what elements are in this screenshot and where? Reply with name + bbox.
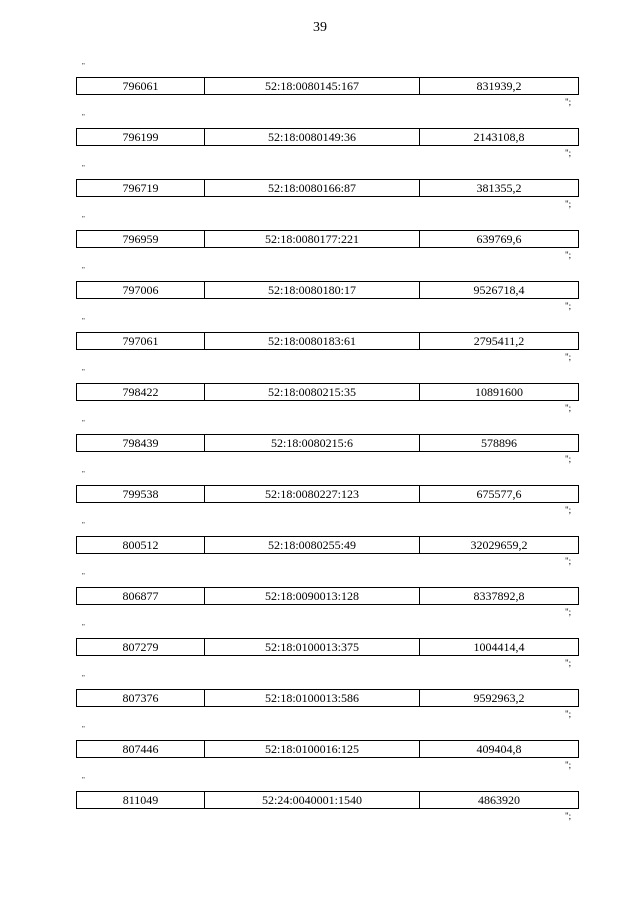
cadastral-number-cell: 52:18:0080255:49 (205, 537, 420, 553)
table-row (76, 179, 579, 197)
cadastral-value-cell: 831939,2 (476, 79, 522, 93)
table-entry (0, 723, 640, 774)
table-entry (0, 366, 640, 417)
row-number-cell: 806877 (77, 588, 205, 604)
row-number-cell: 797006 (77, 282, 205, 298)
opening-quote-mark: " (82, 113, 85, 121)
cadastral-value-cell: 381355,2 (476, 181, 522, 195)
cadastral-number-cell: 52:18:0080227:123 (205, 486, 420, 502)
page-number: 39 (313, 20, 327, 35)
row-number-cell: 807376 (77, 690, 205, 706)
table-entry (0, 519, 640, 570)
row-number-cell: 796719 (77, 180, 205, 196)
table-entry (0, 774, 640, 825)
cadastral-number-cell: 52:18:0080215:6 (205, 435, 420, 451)
closing-quote-mark: "; (565, 403, 572, 413)
table-row (76, 587, 579, 605)
table-row (76, 791, 579, 809)
row-number-cell: 807446 (77, 741, 205, 757)
closing-quote-mark: "; (565, 658, 572, 668)
closing-quote-mark: "; (565, 709, 572, 719)
table-row (76, 536, 579, 554)
table-entry (0, 570, 640, 621)
table-entry (0, 213, 640, 264)
opening-quote-mark: " (82, 215, 85, 223)
opening-quote-mark: " (82, 266, 85, 274)
cadastral-number-cell: 52:18:0080149:36 (205, 129, 420, 145)
cadastral-value-cell: 1004414,4 (473, 640, 525, 654)
amendment-entries (0, 60, 640, 825)
cadastral-value-cell: 8337892,8 (473, 589, 525, 603)
table-row (76, 281, 579, 299)
table-entry (0, 60, 640, 111)
cadastral-value-cell: 2143108,8 (473, 130, 525, 144)
row-number-cell: 811049 (77, 792, 205, 808)
cadastral-value-cell: 675577,6 (476, 487, 522, 501)
table-row (76, 638, 579, 656)
cadastral-number-cell: 52:18:0100016:125 (205, 741, 420, 757)
opening-quote-mark: " (82, 368, 85, 376)
cadastral-number-cell: 52:18:0080145:167 (205, 78, 420, 94)
cadastral-value-cell: 639769,6 (476, 232, 522, 246)
cadastral-number-cell: 52:18:0080215:35 (205, 384, 420, 400)
table-entry (0, 315, 640, 366)
row-number-cell: 800512 (77, 537, 205, 553)
cadastral-number-cell: 52:18:0080183:61 (205, 333, 420, 349)
cadastral-value-cell: 9526718,4 (473, 283, 525, 297)
closing-quote-mark: "; (565, 250, 572, 260)
cadastral-value-cell: 409404,8 (476, 742, 522, 756)
row-number-cell: 796061 (77, 78, 205, 94)
opening-quote-mark: " (82, 572, 85, 580)
opening-quote-mark: " (82, 317, 85, 325)
closing-quote-mark: "; (565, 760, 572, 770)
opening-quote-mark: " (82, 623, 85, 631)
cadastral-number-cell: 52:18:0080166:87 (205, 180, 420, 196)
table-row (76, 77, 579, 95)
cadastral-value-cell: 578896 (481, 436, 517, 450)
closing-quote-mark: "; (565, 607, 572, 617)
table-entry (0, 111, 640, 162)
cadastral-number-cell: 52:18:0090013:128 (205, 588, 420, 604)
closing-quote-mark: "; (565, 454, 572, 464)
cadastral-value-cell: 10891600 (475, 385, 523, 399)
closing-quote-mark: "; (565, 97, 572, 107)
table-row (76, 332, 579, 350)
table-entry (0, 264, 640, 315)
opening-quote-mark: " (82, 725, 85, 733)
opening-quote-mark: " (82, 62, 85, 70)
row-number-cell: 797061 (77, 333, 205, 349)
row-number-cell: 807279 (77, 639, 205, 655)
table-row (76, 740, 579, 758)
cadastral-value-cell: 2795411,2 (473, 334, 525, 348)
row-number-cell: 798422 (77, 384, 205, 400)
table-row (76, 485, 579, 503)
opening-quote-mark: " (82, 164, 85, 172)
cadastral-number-cell: 52:24:0040001:1540 (205, 792, 420, 808)
table-entry (0, 162, 640, 213)
closing-quote-mark: "; (565, 556, 572, 566)
table-row (76, 230, 579, 248)
opening-quote-mark: " (82, 419, 85, 427)
row-number-cell: 799538 (77, 486, 205, 502)
table-row (76, 434, 579, 452)
table-row (76, 383, 579, 401)
table-entry (0, 672, 640, 723)
cadastral-value-cell: 9592963,2 (473, 691, 525, 705)
closing-quote-mark: "; (565, 301, 572, 311)
opening-quote-mark: " (82, 470, 85, 478)
closing-quote-mark: "; (565, 505, 572, 515)
row-number-cell: 796959 (77, 231, 205, 247)
opening-quote-mark: " (82, 776, 85, 784)
row-number-cell: 798439 (77, 435, 205, 451)
cadastral-number-cell: 52:18:0080180:17 (205, 282, 420, 298)
cadastral-number-cell: 52:18:0100013:586 (205, 690, 420, 706)
closing-quote-mark: "; (565, 352, 572, 362)
table-entry (0, 468, 640, 519)
closing-quote-mark: "; (565, 811, 572, 821)
table-row (76, 689, 579, 707)
cadastral-value-cell: 32029659,2 (470, 538, 528, 552)
cadastral-value-cell: 4863920 (478, 793, 520, 807)
closing-quote-mark: "; (565, 148, 572, 158)
cadastral-number-cell: 52:18:0100013:375 (205, 639, 420, 655)
table-entry (0, 621, 640, 672)
opening-quote-mark: " (82, 674, 85, 682)
opening-quote-mark: " (82, 521, 85, 529)
closing-quote-mark: "; (565, 199, 572, 209)
row-number-cell: 796199 (77, 129, 205, 145)
table-row (76, 128, 579, 146)
table-entry (0, 417, 640, 468)
cadastral-number-cell: 52:18:0080177:221 (205, 231, 420, 247)
